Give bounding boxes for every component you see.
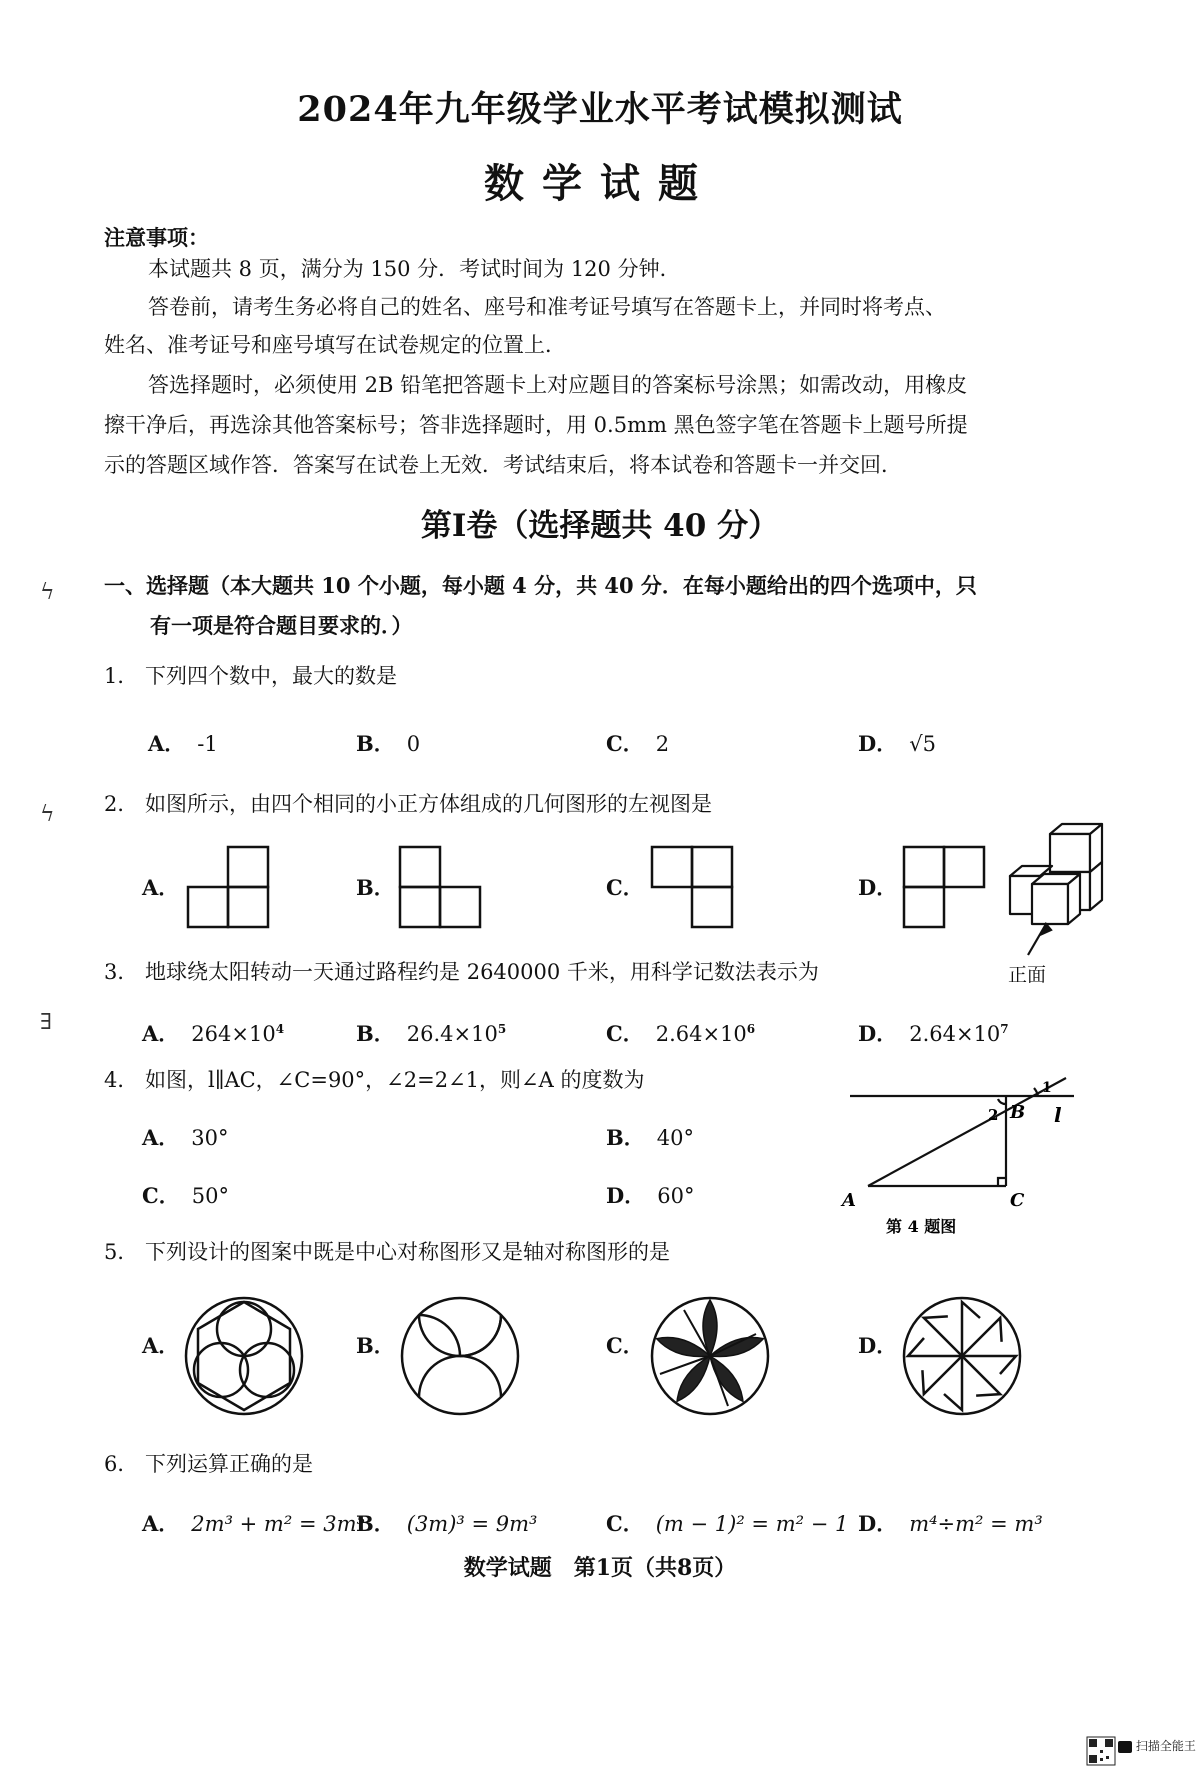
- notice-heading: 注意事项：: [104, 225, 209, 250]
- q5-label-c: C．: [606, 1333, 644, 1358]
- q6-option-b: B． (3m)³ = 9m³: [356, 1511, 538, 1536]
- q4-angle-2: 2: [988, 1106, 999, 1124]
- margin-mark: ∃: [40, 1010, 52, 1035]
- q4-option-a: A． 30°: [142, 1125, 229, 1150]
- question-2-stem: 2． 如图所示，由四个相同的小正方体组成的几何图形的左视图是: [104, 792, 713, 816]
- q3-option-c: C． $2.64\times 10^6$: [606, 1021, 756, 1046]
- scanner-logo-icon: [1118, 1741, 1132, 1753]
- notice-line-5: 擦干净后，再选涂其他答案标号；答非选择题时，用 0.5mm 黑色签字笔在答题卡上题号所提: [104, 413, 968, 437]
- q5-label-b: B．: [356, 1333, 395, 1358]
- question-1-stem: 1． 下列四个数中，最大的数是: [104, 664, 398, 688]
- q2-view-b: [398, 845, 484, 931]
- exam-subtitle: 数学试题: [484, 160, 716, 207]
- q1-option-a: A． -1: [148, 731, 218, 756]
- q2-view-a: [186, 845, 272, 931]
- q4-point-b: B: [1010, 1102, 1026, 1123]
- q2-view-d: [902, 845, 988, 931]
- q2-label-b: B．: [356, 875, 395, 900]
- q1-option-b: B． 0: [356, 731, 421, 756]
- q4-point-c: C: [1010, 1190, 1025, 1211]
- q2-label-d: D．: [858, 875, 898, 900]
- notice-line-2: 答卷前，请考生务必将自己的姓名、座号和准考证号填写在答题卡上，并同时将考点、: [148, 295, 946, 319]
- margin-mark: ϟ: [40, 802, 55, 827]
- q6-option-d: D． m⁴÷m² = m³: [858, 1511, 1043, 1536]
- q5-label-a: A．: [142, 1333, 180, 1358]
- q3-option-a: A． $264\times 10^4$: [142, 1021, 285, 1046]
- q3-option-d: D． $2.64\times 10^7$: [858, 1021, 1009, 1046]
- q1-option-d: D． √5: [858, 731, 936, 756]
- q2-label-a: A．: [142, 875, 180, 900]
- q3-option-b: B． $26.4\times 10^5$: [356, 1021, 507, 1046]
- question-5-stem: 5． 下列设计的图案中既是中心对称图形又是轴对称图形的是: [104, 1240, 671, 1264]
- q1-option-c: C． 2: [606, 731, 670, 756]
- question-4-stem: 4． 如图，l∥AC，∠C=90°，∠2=2∠1，则∠A 的度数为: [104, 1068, 645, 1092]
- notice-line-3: 姓名、准考证号和座号填写在试卷规定的位置上．: [104, 333, 566, 357]
- margin-mark: ϟ: [40, 580, 55, 605]
- section-heading-line-1: 一、选择题（本大题共 10 个小题，每小题 4 分，共 40 分．在每小题给出的四个选项中，只: [104, 573, 977, 598]
- qr-code-icon: [1086, 1736, 1116, 1766]
- exam-title: 2024年九年级学业水平考试模拟测试: [297, 89, 903, 130]
- notice-line-1: 本试题共 8 页，满分为 150 分．考试时间为 120 分钟．: [148, 257, 681, 281]
- q4-line-l: l: [1054, 1103, 1062, 1127]
- q5-pattern-a: [182, 1294, 306, 1418]
- q6-option-a: A． 2m³ + m² = 3m⁵: [142, 1511, 365, 1536]
- section-heading-line-2: 有一项是符合题目要求的．）: [150, 613, 413, 638]
- page-footer: 数学试题 第1页（共8页）: [463, 1555, 737, 1581]
- q5-pattern-d: [900, 1294, 1024, 1418]
- q4-triangle-figure: [838, 1060, 1078, 1240]
- notice-line-4: 答选择题时，必须使用 2B 铅笔把答题卡上对应题目的答案标号涂黑；如需改动，用橡皮: [148, 373, 968, 397]
- q5-pattern-c: [648, 1294, 772, 1418]
- question-6-stem: 6． 下列运算正确的是: [104, 1452, 314, 1476]
- part-title: 第Ⅰ卷（选择题共 40 分）: [420, 508, 780, 544]
- q4-option-c: C． 50°: [142, 1183, 229, 1208]
- scanner-badge-text: 扫描全能王: [1135, 1739, 1196, 1753]
- scanner-badge: [1118, 1737, 1196, 1754]
- q2-front-caption: 正面: [1008, 964, 1047, 986]
- q4-option-d: D． 60°: [606, 1183, 695, 1208]
- q2-view-c: [650, 845, 736, 931]
- q6-option-c: C． (m − 1)² = m² − 1: [606, 1511, 849, 1536]
- question-3-stem: 3． 地球绕太阳转动一天通过路程约是 2640000 千米，用科学记数法表示为: [104, 960, 819, 984]
- q2-label-c: C．: [606, 875, 644, 900]
- q2-solid-figure: [1006, 820, 1146, 960]
- q4-option-b: B． 40°: [606, 1125, 694, 1150]
- q5-label-d: D．: [858, 1333, 898, 1358]
- q4-point-a: A: [842, 1190, 856, 1211]
- notice-line-6: 示的答题区域作答．答案写在试卷上无效．考试结束后，将本试卷和答题卡一并交回．: [104, 453, 902, 477]
- q4-figure-caption: 第 4 题图: [886, 1217, 957, 1236]
- q4-angle-1: 1: [1042, 1080, 1052, 1096]
- section-heading: [104, 566, 1124, 646]
- q5-pattern-b: [398, 1294, 522, 1418]
